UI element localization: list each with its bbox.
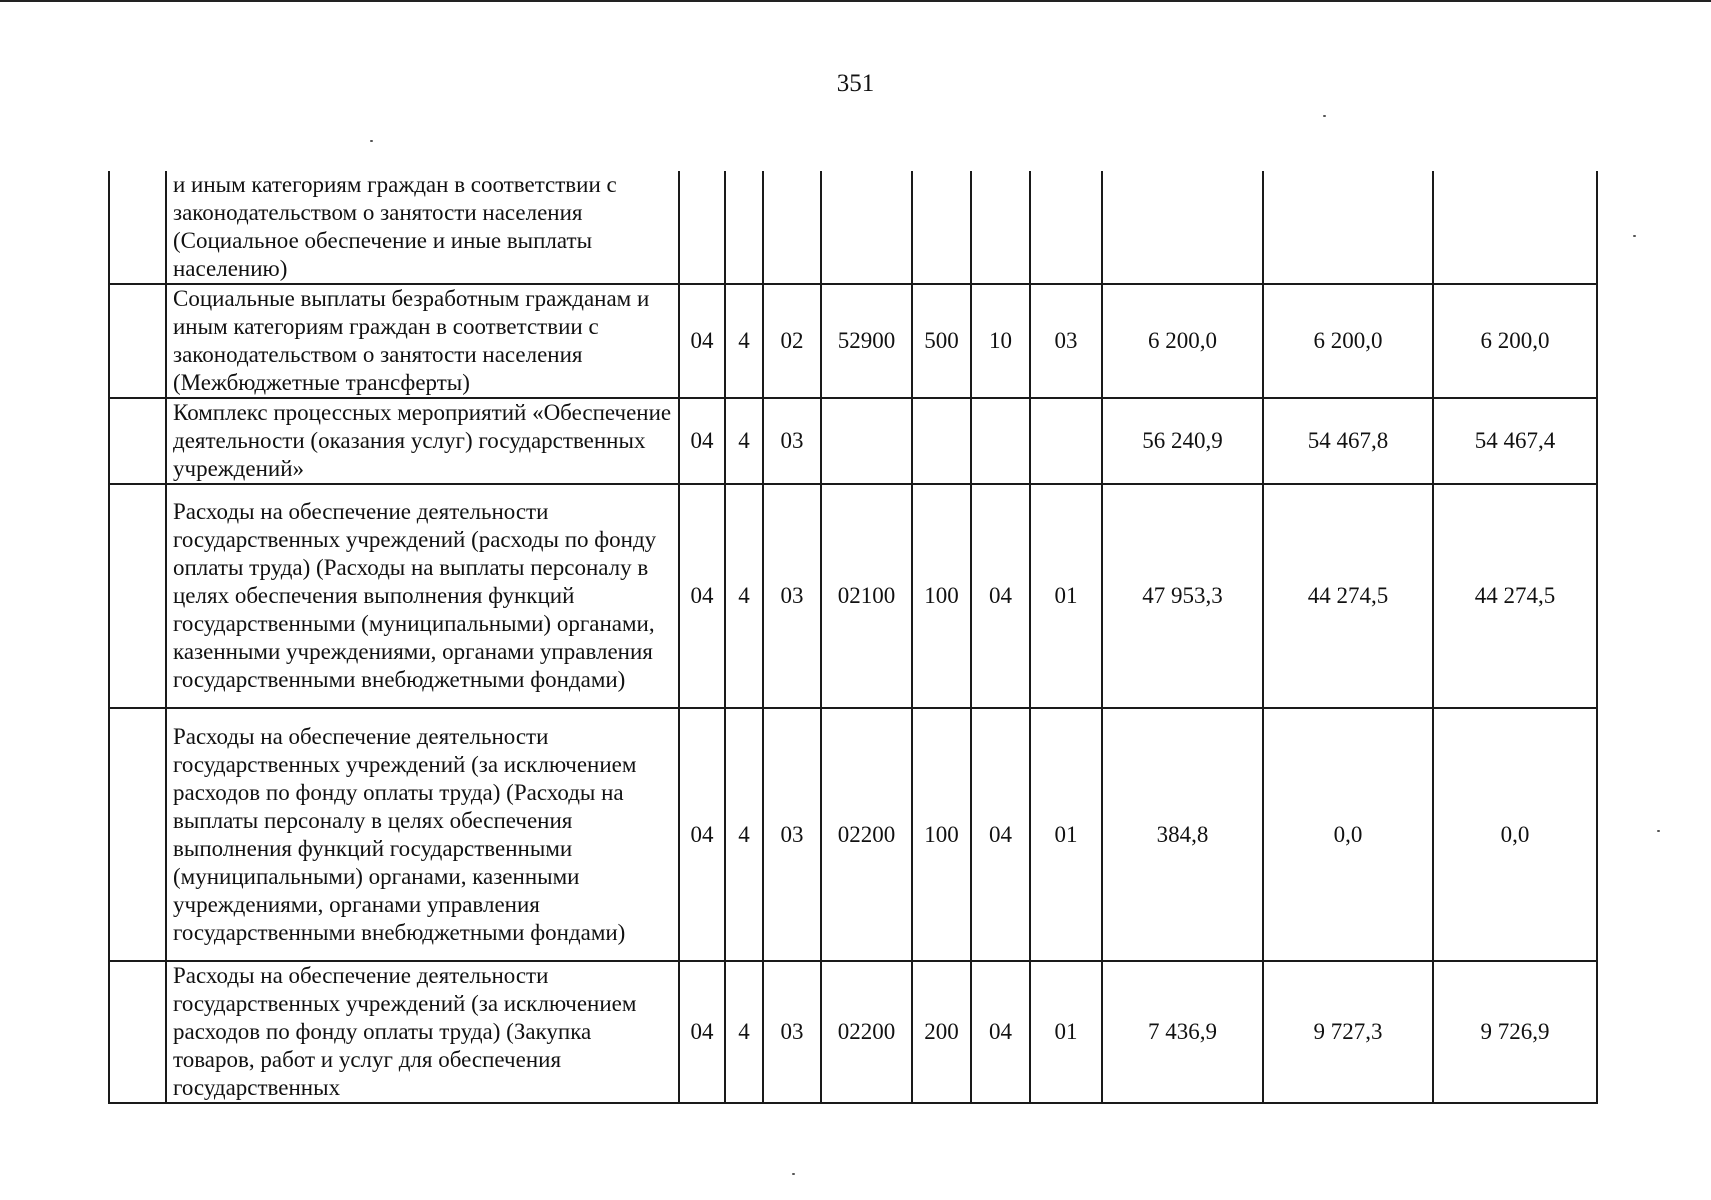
code-cell: 04	[971, 484, 1030, 708]
row-number-cell	[109, 484, 166, 708]
row-number-cell	[109, 708, 166, 961]
code-cell: 02	[763, 284, 821, 398]
amount-cell: 44 274,5	[1263, 484, 1433, 708]
code-cell: 52900	[821, 284, 912, 398]
code-cell	[821, 171, 912, 284]
code-cell	[971, 171, 1030, 284]
code-cell	[1030, 398, 1102, 484]
amount-cell	[1102, 171, 1263, 284]
code-cell	[725, 171, 763, 284]
amount-cell: 9 726,9	[1433, 961, 1597, 1103]
row-number-cell	[109, 961, 166, 1103]
amount-cell: 9 727,3	[1263, 961, 1433, 1103]
scan-speck	[1633, 235, 1636, 237]
table-row	[109, 398, 1597, 484]
scan-speck	[792, 1173, 795, 1175]
code-cell: 01	[1030, 484, 1102, 708]
amount-cell: 47 953,3	[1102, 484, 1263, 708]
row-number-cell	[109, 398, 166, 484]
code-cell	[821, 398, 912, 484]
description-cell: Расходы на обеспечение деятельности государственных учреждений (за исключением расходов по фонду оплаты труда) (Расходы на выплаты персоналу в целях обеспечения выполнения функций государственными (муниципальными) органами, казенными учреждениями, органами управления государственными внебюджетными фондами)	[166, 708, 679, 961]
description-cell: Социальные выплаты безработным гражданам и иным категориям граждан в соответствии с законодательством о занятости населения (Межбюджетные трансферты)	[166, 284, 679, 398]
code-cell: 10	[971, 284, 1030, 398]
code-cell: 4	[725, 398, 763, 484]
code-cell: 03	[763, 398, 821, 484]
top-scan-edge	[0, 0, 1711, 2]
code-cell: 04	[679, 284, 725, 398]
code-cell: 04	[971, 708, 1030, 961]
code-cell: 04	[971, 961, 1030, 1103]
table-row	[109, 961, 1597, 1103]
table-row	[109, 284, 1597, 398]
code-cell: 4	[725, 484, 763, 708]
scan-speck	[1657, 830, 1660, 832]
amount-cell: 6 200,0	[1263, 284, 1433, 398]
code-cell	[971, 398, 1030, 484]
code-cell: 04	[679, 484, 725, 708]
scan-speck	[370, 140, 373, 142]
amount-cell: 6 200,0	[1102, 284, 1263, 398]
amount-cell: 54 467,4	[1433, 398, 1597, 484]
code-cell: 500	[912, 284, 971, 398]
amount-cell: 44 274,5	[1433, 484, 1597, 708]
amount-cell	[1433, 171, 1597, 284]
amount-cell	[1263, 171, 1433, 284]
table-row	[109, 171, 1597, 284]
code-cell: 100	[912, 708, 971, 961]
code-cell	[1030, 171, 1102, 284]
amount-cell: 56 240,9	[1102, 398, 1263, 484]
code-cell	[912, 398, 971, 484]
budget-table	[108, 171, 1598, 1104]
table-row	[109, 708, 1597, 961]
code-cell	[912, 171, 971, 284]
scan-speck	[1323, 115, 1326, 117]
code-cell	[679, 171, 725, 284]
row-number-cell	[109, 171, 166, 284]
code-cell: 03	[763, 961, 821, 1103]
amount-cell: 6 200,0	[1433, 284, 1597, 398]
code-cell: 02200	[821, 708, 912, 961]
code-cell: 4	[725, 708, 763, 961]
page-number: 351	[836, 70, 875, 97]
code-cell: 01	[1030, 708, 1102, 961]
code-cell	[763, 171, 821, 284]
code-cell: 03	[763, 708, 821, 961]
code-cell: 02100	[821, 484, 912, 708]
code-cell: 04	[679, 708, 725, 961]
amount-cell: 0,0	[1433, 708, 1597, 961]
description-cell: Расходы на обеспечение деятельности государственных учреждений (за исключением расходов по фонду оплаты труда) (Закупка товаров, работ и услуг для обеспечения государственных	[166, 961, 679, 1103]
amount-cell: 54 467,8	[1263, 398, 1433, 484]
code-cell: 4	[725, 284, 763, 398]
amount-cell: 0,0	[1263, 708, 1433, 961]
table-row	[109, 484, 1597, 708]
code-cell: 4	[725, 961, 763, 1103]
code-cell: 200	[912, 961, 971, 1103]
amount-cell: 7 436,9	[1102, 961, 1263, 1103]
amount-cell: 384,8	[1102, 708, 1263, 961]
description-cell: Расходы на обеспечение деятельности государственных учреждений (расходы по фонду оплаты труда) (Расходы на выплаты персоналу в целях обеспечения выполнения функций государственными (муниципальными) органами, казенными учреждениями, органами управления государственными внебюджетными фондами)	[166, 484, 679, 708]
description-cell: Комплекс процессных мероприятий «Обеспечение деятельности (оказания услуг) государственных учреждений»	[166, 398, 679, 484]
code-cell: 03	[1030, 284, 1102, 398]
code-cell: 01	[1030, 961, 1102, 1103]
code-cell: 100	[912, 484, 971, 708]
code-cell: 03	[763, 484, 821, 708]
code-cell: 02200	[821, 961, 912, 1103]
description-cell: и иным категориям граждан в соответствии с законодательством о занятости населения (Социальное обеспечение и иные выплаты населению)	[166, 171, 679, 284]
row-number-cell	[109, 284, 166, 398]
code-cell: 04	[679, 961, 725, 1103]
code-cell: 04	[679, 398, 725, 484]
